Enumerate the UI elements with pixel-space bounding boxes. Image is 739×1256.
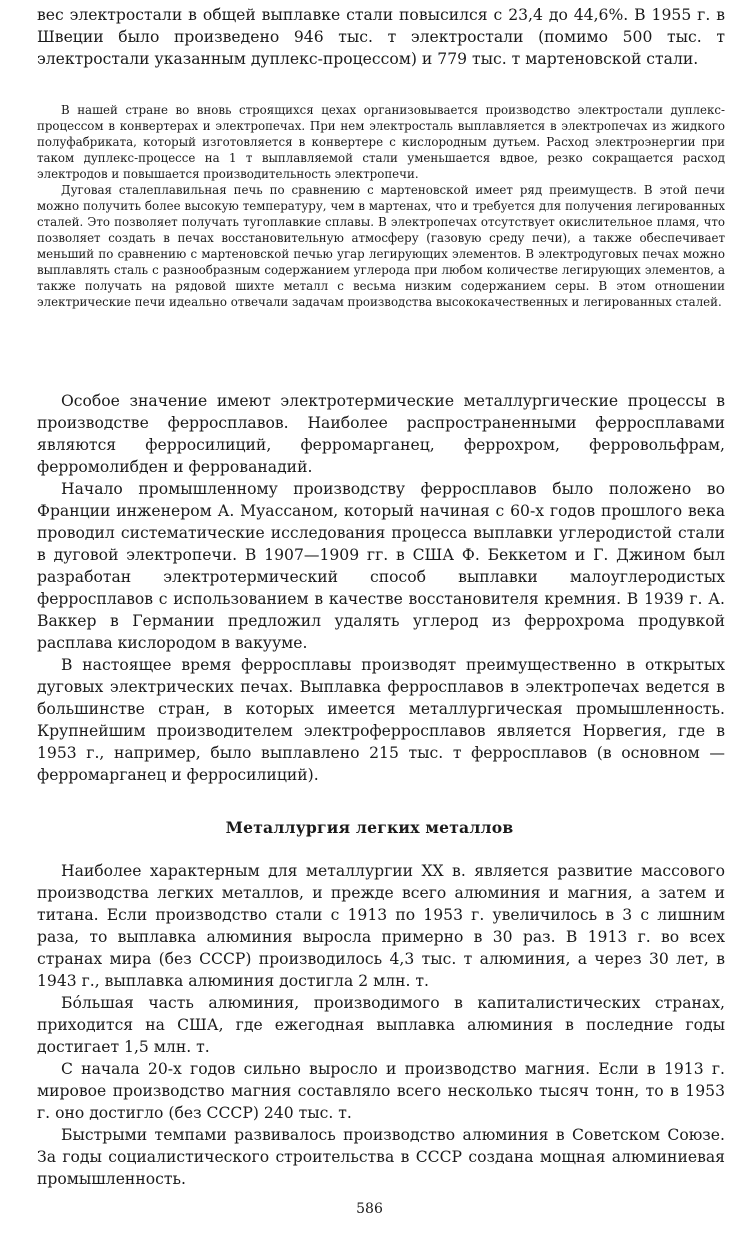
body-paragraph: В настоящее время ферросплавы производят преимущественно в открытых дуговых электрических печах. Выплавка ферросплавов в электропечах ведется в большинстве стран, в которых имеется металлургическая промышленность. Крупнейшим производителем электроферросплавов является Норвегия, где в 1953 г., например, было выплавлено 215 тыс. т ферросплавов (в основном — ферромарганец и ферросилиций). — [37, 656, 725, 784]
light-metals-section — [37, 860, 725, 1190]
section-heading: Металлургия легких металлов — [225, 818, 514, 837]
page-number: 586 — [356, 1201, 383, 1217]
small-print-paragraph: В нашей стране во вновь строящихся цехах организовывается производство электростали дуплекс-процессом в конвертерах и электропечах. При нем электросталь выплавляется в электропечах из жидкого полуфабриката, который изготовляется в конвертере с кислородным дутьем. Расход электроэнергии при таком дуплекс-процессе на 1 т выплавляемой стали уменьшается вдвое, резко сокращается расход электродов и повышается производительность электропечи. — [37, 103, 725, 181]
small-print-block — [37, 102, 725, 310]
ferroalloys-section — [37, 390, 725, 786]
body-paragraph: Наиболее характерным для металлургии XX в. является развитие массового производства легких металлов, и прежде всего алюминия и магния, а затем и титана. Если производство стали с 1913 по 1953 г. увеличилось в 3 с лишним раза, то выплавка алюминия выросла примерно в 30 раз. В 1913 г. во всех странах мира (без СССР) производилось 4,3 тыс. т алюминия, а через 30 лет, в 1943 г., выплавка алюминия достигла 2 млн. т. — [37, 862, 725, 990]
body-paragraph: С начала 20-х годов сильно выросло и производство магния. Если в 1913 г. мировое производство магния составляло всего несколько тысяч тонн, то в 1953 г. оно достигло (без СССР) 240 тыс. т. — [37, 1060, 725, 1122]
body-paragraph: Быстрыми темпами развивалось производство алюминия в Советском Союзе. За годы социалистического строительства в СССР создана мощная алюминиевая промышленность. — [37, 1126, 725, 1188]
top-paragraph-block — [37, 4, 725, 70]
body-paragraph: Начало промышленному производству ферросплавов было положено во Франции инженером А. Муассаном, который начиная с 60-х годов прошлого века проводил систематические исследования процесса выплавки углеродистой стали в дуговой электропечи. В 1907—1909 гг. в США Ф. Беккетом и Г. Джином был разработан электротермический способ выплавки малоуглеродистых ферросплавов с использованием в качестве восстановителя кремния. В 1939 г. А. Ваккер в Германии предложил удалять углерод из феррохрома продувкой расплава кислородом в вакууме. — [37, 480, 725, 652]
top-paragraph: вес электростали в общей выплавке стали повысился с 23,4 до 44,6%. В 1955 г. в Швеции было произведено 946 тыс. т электростали (помимо 500 тыс. т электростали указанным дуплекс-процессом) и 779 тыс. т мартеновской стали. — [37, 6, 725, 68]
body-paragraph: Особое значение имеют электротермические металлургические процессы в производстве ферросплавов. Наиболее распространенными ферросплавами являются ферросилиций, ферромарганец, феррохром, ферровольфрам, ферромолибден и феррованадий. — [37, 392, 725, 476]
small-print-paragraph: Дуговая сталеплавильная печь по сравнению с мартеновской имеет ряд преимуществ. В этой печи можно получить более высокую температуру, чем в мартенах, что и требуется для получения легированных сталей. Это позволяет получать тугоплавкие сплавы. В электропечах отсутствует окислительное пламя, что позволяет создать в печах восстановительную атмосферу (газовую среду печи), а также обеспечивает меньший по сравнению с мартеновской печью угар легирующих элементов. В электродуговых печах можно выплавлять сталь с разнообразным содержанием углерода при любом количестве легирующих элементов, а также получать на рядовой шихте металл с весьма низким содержанием серы. В этом отношении электрические печи идеально отвечали задачам производства высококачественных и легированных сталей. — [37, 183, 725, 309]
body-paragraph: Бо́льшая часть алюминия, производимого в капиталистических странах, приходится на США, где ежегодная выплавка алюминия в последние годы достигает 1,5 млн. т. — [37, 994, 725, 1056]
